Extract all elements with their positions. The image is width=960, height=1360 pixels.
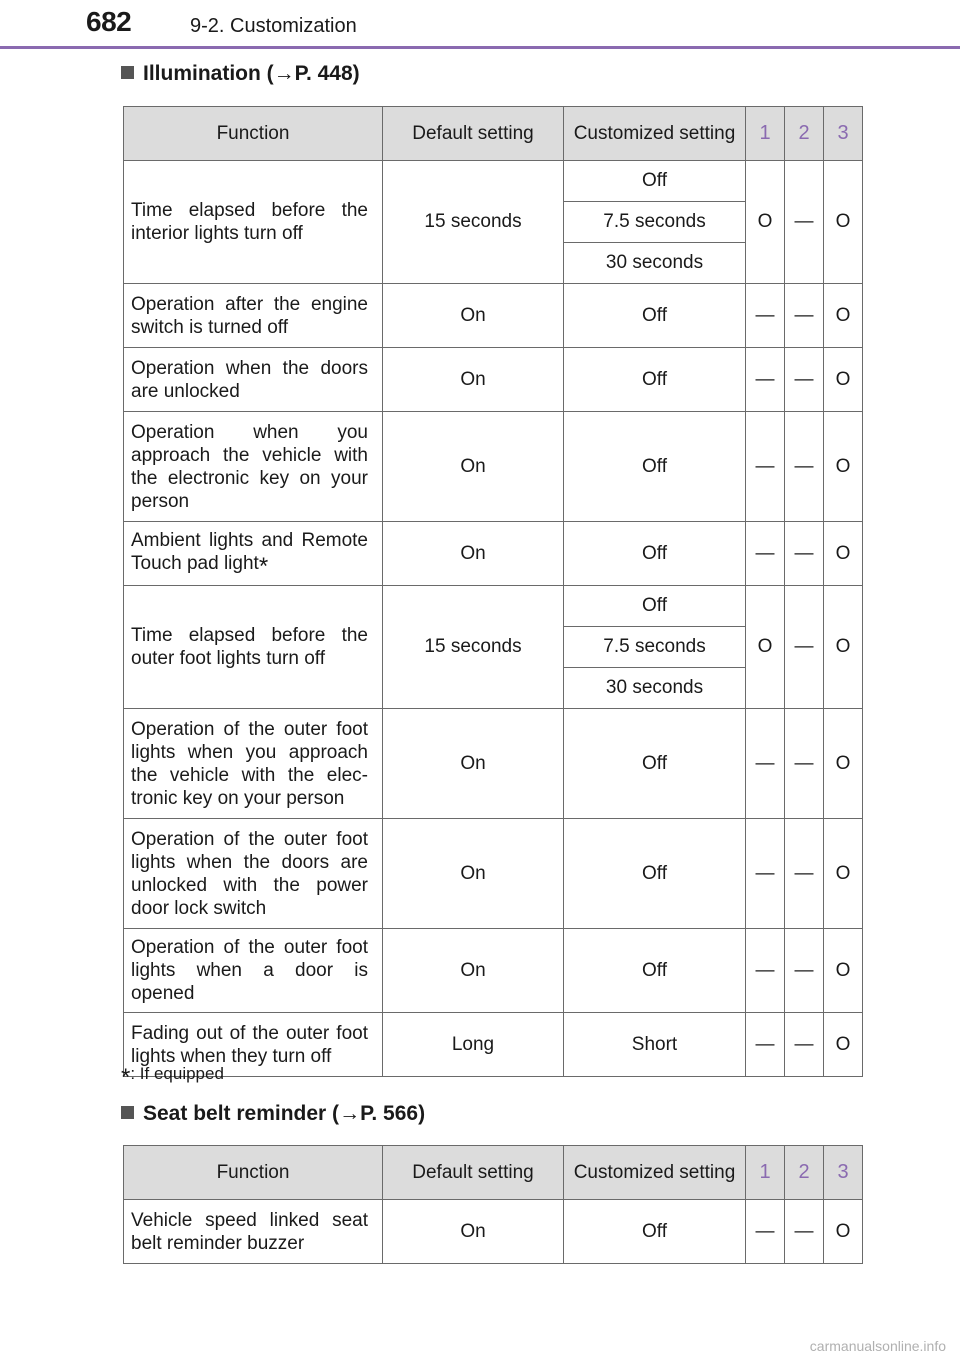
column-c2-cell: — [785,819,824,929]
column-c3-cell: O [824,412,863,522]
circled-1-icon: 1 [759,1161,771,1183]
column-c2-cell: — [785,1200,824,1264]
table-row [124,522,863,586]
table-header-row [124,1146,863,1200]
custom-cell: Off [564,1200,746,1264]
column-c2-cell: — [785,586,824,709]
col-custom: Customized setting [564,107,746,161]
default-cell: On [383,522,564,586]
circled-1-icon: 1 [759,122,771,144]
function-text: Ambient lights and Remote Touch pad light [131,530,368,574]
function-text: Fading out of the outer foot lights when they turn off [131,1022,368,1067]
column-c2-cell: — [785,412,824,522]
footnote-mark: * [258,553,269,580]
column-c1-cell: — [746,709,785,819]
arrow-right-icon: → [273,62,295,85]
col-2 [785,1146,824,1200]
col-custom: Customized setting [564,1146,746,1200]
header-rule [0,46,960,49]
column-c3-cell: O [824,929,863,1013]
custom-option-cell: Off [564,586,746,627]
custom-cell: Off [564,412,746,522]
default-cell: On [383,929,564,1013]
column-c2-cell: — [785,284,824,348]
function-cell [124,522,383,586]
column-c3-cell: O [824,284,863,348]
column-c1-cell: — [746,819,785,929]
custom-cell: Short [564,1013,746,1077]
circled-3-icon: 3 [837,1161,849,1183]
chapter-title: 9-2. Customization [190,15,357,37]
function-text: Operation after the engine switch is turned off [131,293,368,338]
default-cell: On [383,1200,564,1264]
custom-cell: Off [564,284,746,348]
table-row [124,1013,863,1077]
function-text: Operation of the outer foot lights when you approach the vehicle with the elec-tronic key on your person [131,718,368,809]
column-c1-cell: — [746,412,785,522]
table-header-row [124,107,863,161]
column-c2-cell: — [785,1013,824,1077]
table-row [124,586,863,627]
function-text: Operation when you approach the vehicle with the electronic key on your person [131,421,368,512]
circled-2-icon: 2 [798,1161,810,1183]
column-c1-cell: O [746,586,785,709]
table-row [124,412,863,522]
function-cell [124,929,383,1013]
page-header [0,0,960,48]
column-c3-cell: O [824,1200,863,1264]
function-cell [124,284,383,348]
table-row [124,348,863,412]
seat-belt-table [123,1145,863,1264]
footnote-text: : If equipped [130,1064,224,1083]
custom-option-cell: 7.5 seconds [564,202,746,243]
col-function: Function [124,107,383,161]
table-row [124,1200,863,1264]
table-row [124,819,863,929]
square-bullet-icon [121,1106,134,1119]
square-bullet-icon [121,66,134,79]
function-cell [124,819,383,929]
col-1 [746,1146,785,1200]
column-c1-cell: O [746,161,785,284]
default-cell: 15 seconds [383,161,564,284]
circled-3-icon: 3 [837,122,849,144]
table-row [124,284,863,348]
column-c1-cell: — [746,348,785,412]
column-c2-cell: — [785,929,824,1013]
default-cell: On [383,348,564,412]
default-cell: On [383,284,564,348]
custom-cell: Off [564,522,746,586]
column-c2-cell: — [785,522,824,586]
section-title-seat-belt: Seat belt reminder (→P. 566) [121,1102,425,1126]
table-row [124,929,863,1013]
column-c3-cell: O [824,586,863,709]
footnote-mark: * [121,1064,131,1091]
custom-cell: Off [564,819,746,929]
column-c1-cell: — [746,522,785,586]
column-c1-cell: — [746,284,785,348]
custom-cell: Off [564,348,746,412]
function-text: Operation of the outer foot lights when a door is opened [131,937,368,1004]
table-row [124,709,863,819]
column-c3-cell: O [824,348,863,412]
function-cell [124,412,383,522]
custom-option-cell: 7.5 seconds [564,627,746,668]
function-cell [124,709,383,819]
col-default: Default setting [383,107,564,161]
circled-2-icon: 2 [798,122,810,144]
col-default: Default setting [383,1146,564,1200]
column-c3-cell: O [824,709,863,819]
custom-option-cell: 30 seconds [564,668,746,709]
footnote [121,1064,224,1092]
custom-option-cell: Off [564,161,746,202]
page-ref-link[interactable]: P. 566) [360,1102,426,1125]
column-c3-cell: O [824,1013,863,1077]
default-cell: On [383,819,564,929]
arrow-right-icon: → [339,1102,361,1125]
column-c1-cell: — [746,929,785,1013]
col-1 [746,107,785,161]
function-cell [124,1200,383,1264]
custom-cell: Off [564,709,746,819]
col-2 [785,107,824,161]
function-cell: Time elapsed before the outer foot lights turn off [124,586,383,709]
col-3 [824,107,863,161]
col-3 [824,1146,863,1200]
col-function: Function [124,1146,383,1200]
custom-cell: Off [564,929,746,1013]
default-cell: On [383,709,564,819]
column-c3-cell: O [824,161,863,284]
column-c1-cell: — [746,1200,785,1264]
column-c2-cell: — [785,348,824,412]
function-cell: Time elapsed before the interior lights turn off [124,161,383,284]
default-cell: On [383,412,564,522]
illumination-table [123,106,863,1077]
default-cell: Long [383,1013,564,1077]
column-c1-cell: — [746,1013,785,1077]
default-cell: 15 seconds [383,586,564,709]
column-c3-cell: O [824,819,863,929]
function-text: Vehicle speed linked seat belt reminder buzzer [131,1209,368,1254]
column-c2-cell: — [785,161,824,284]
watermark: carmanualsonline.info [809,1338,946,1354]
function-cell [124,348,383,412]
section-title-illumination: Illumination (→P. 448) [121,62,360,86]
function-text: Operation when the doors are unlocked [131,357,368,402]
column-c2-cell: — [785,709,824,819]
page-ref-link[interactable]: P. 448) [294,62,360,85]
table-row [124,161,863,202]
page-number: 682 [86,6,132,37]
function-text: Operation of the outer foot lights when the doors are unlocked with the power door lock switch [131,828,368,919]
column-c3-cell: O [824,522,863,586]
custom-option-cell: 30 seconds [564,243,746,284]
